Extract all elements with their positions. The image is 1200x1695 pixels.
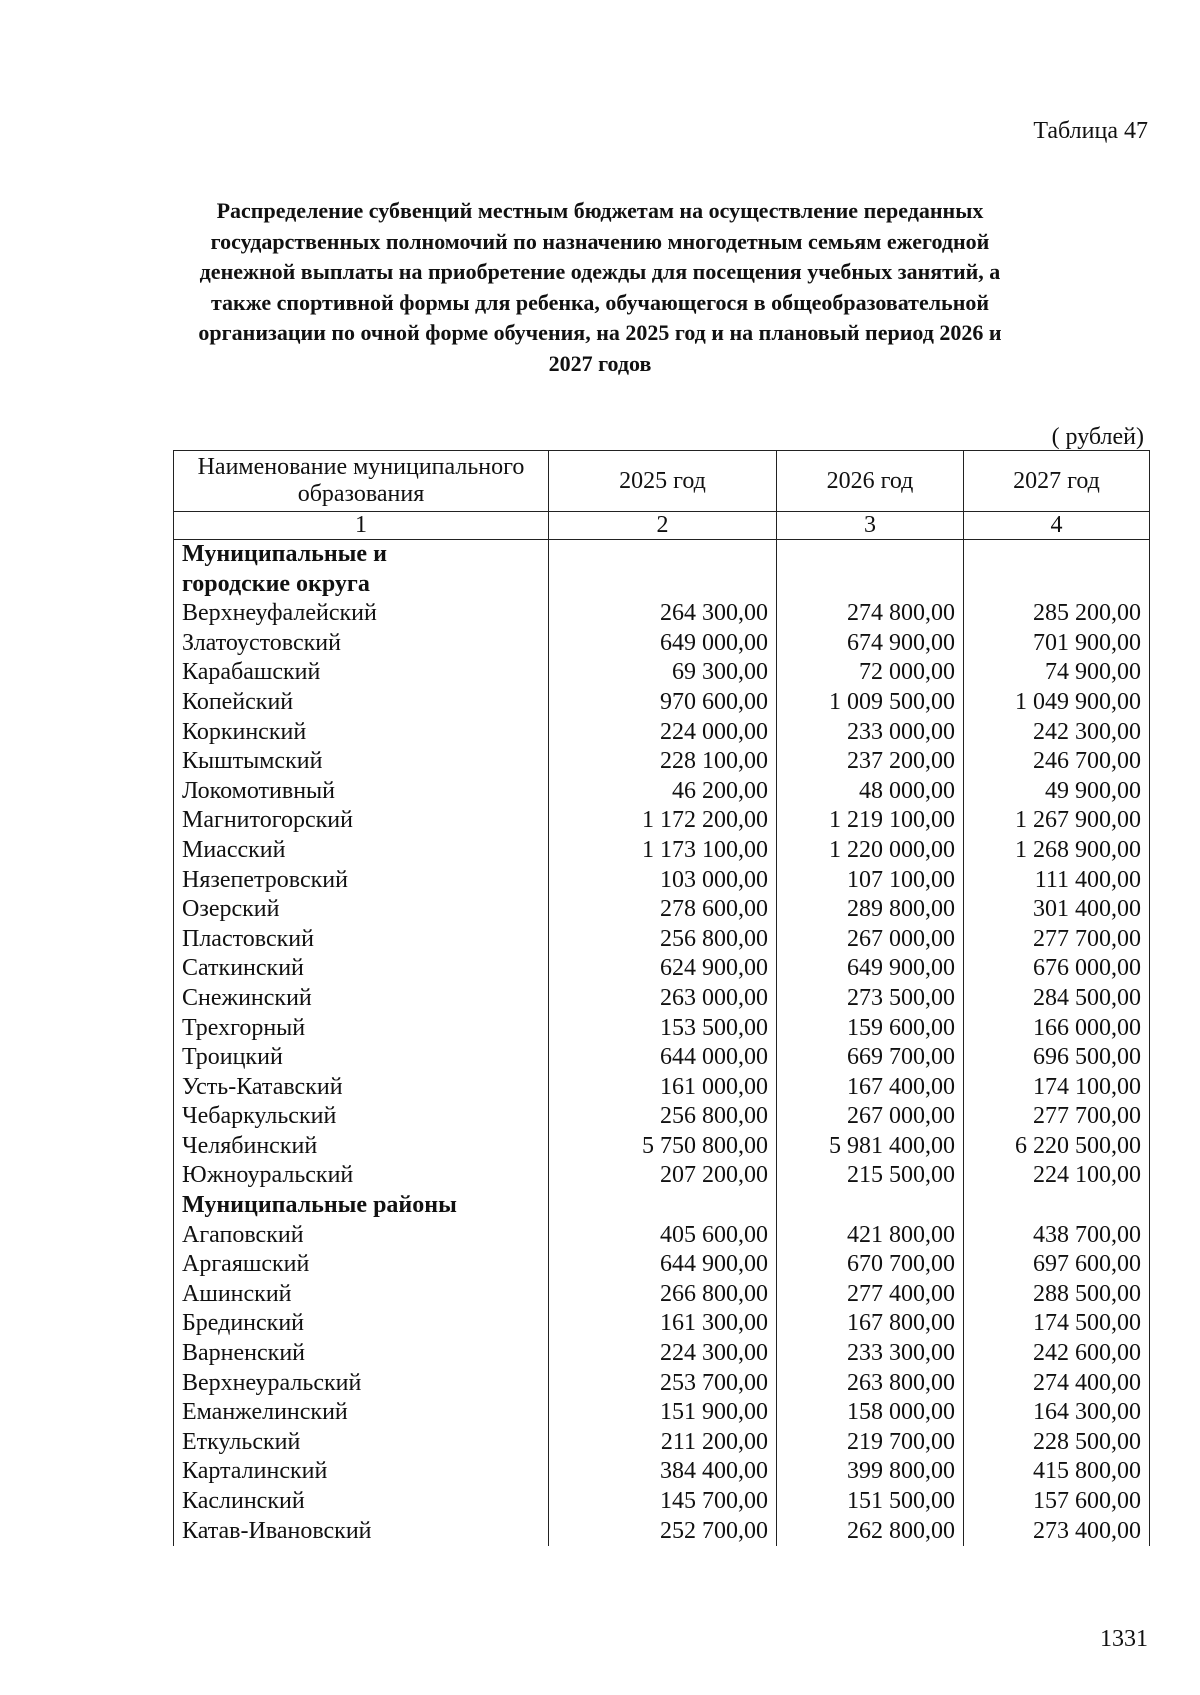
empty-cell bbox=[549, 1191, 777, 1221]
heading-line: 2027 годов bbox=[548, 350, 652, 376]
table-row bbox=[174, 1073, 1150, 1103]
table-body bbox=[174, 540, 1150, 1547]
table-row bbox=[174, 1043, 1150, 1073]
value-2027: 701 900,00 bbox=[964, 629, 1150, 659]
empty-cell bbox=[964, 1191, 1150, 1221]
municipality-name: Катав-Ивановский bbox=[174, 1517, 549, 1547]
value-2027: 228 500,00 bbox=[964, 1428, 1150, 1458]
value-2027: 6 220 500,00 bbox=[964, 1132, 1150, 1162]
value-2025: 278 600,00 bbox=[549, 895, 777, 925]
value-2027: 246 700,00 bbox=[964, 747, 1150, 777]
municipality-name: Магнитогорский bbox=[174, 806, 549, 836]
municipality-name: Брединский bbox=[174, 1309, 549, 1339]
table-row bbox=[174, 806, 1150, 836]
table-row bbox=[174, 688, 1150, 718]
value-2026: 267 000,00 bbox=[777, 1102, 964, 1132]
table-row bbox=[174, 1487, 1150, 1517]
municipality-name: Аргаяшский bbox=[174, 1250, 549, 1280]
value-2026: 159 600,00 bbox=[777, 1014, 964, 1044]
section-title bbox=[174, 1191, 549, 1221]
column-header-2027: 2027 год bbox=[964, 451, 1150, 512]
table-row bbox=[174, 1517, 1150, 1547]
value-2027: 164 300,00 bbox=[964, 1398, 1150, 1428]
heading-line: денежной выплаты на приобретение одежды для посещения учебных занятий, а bbox=[199, 259, 1001, 284]
table-row bbox=[174, 954, 1150, 984]
value-2027: 438 700,00 bbox=[964, 1221, 1150, 1251]
table-row bbox=[174, 866, 1150, 896]
section-title-line: Муниципальные и bbox=[182, 541, 387, 567]
table-row bbox=[174, 777, 1150, 807]
municipality-name: Еткульский bbox=[174, 1428, 549, 1458]
value-2026: 167 800,00 bbox=[777, 1309, 964, 1339]
municipality-name: Пластовский bbox=[174, 925, 549, 955]
value-2027: 696 500,00 bbox=[964, 1043, 1150, 1073]
value-2026: 5 981 400,00 bbox=[777, 1132, 964, 1162]
value-2026: 72 000,00 bbox=[777, 658, 964, 688]
value-2027: 273 400,00 bbox=[964, 1517, 1150, 1547]
table-row bbox=[174, 1014, 1150, 1044]
value-2027: 285 200,00 bbox=[964, 599, 1150, 629]
value-2027: 277 700,00 bbox=[964, 925, 1150, 955]
value-2027: 288 500,00 bbox=[964, 1280, 1150, 1310]
value-2027: 697 600,00 bbox=[964, 1250, 1150, 1280]
value-2026: 399 800,00 bbox=[777, 1457, 964, 1487]
value-2026: 669 700,00 bbox=[777, 1043, 964, 1073]
value-2027: 174 500,00 bbox=[964, 1309, 1150, 1339]
value-2026: 237 200,00 bbox=[777, 747, 964, 777]
municipality-name: Златоустовский bbox=[174, 629, 549, 659]
value-2026: 262 800,00 bbox=[777, 1517, 964, 1547]
table-header-row bbox=[174, 451, 1150, 512]
table-row bbox=[174, 1280, 1150, 1310]
value-2026: 158 000,00 bbox=[777, 1398, 964, 1428]
value-2026: 1 220 000,00 bbox=[777, 836, 964, 866]
table-row bbox=[174, 1250, 1150, 1280]
value-2025: 207 200,00 bbox=[549, 1161, 777, 1191]
value-2027: 415 800,00 bbox=[964, 1457, 1150, 1487]
table-row bbox=[174, 1161, 1150, 1191]
table-row bbox=[174, 1369, 1150, 1399]
value-2025: 264 300,00 bbox=[549, 599, 777, 629]
municipality-name: Варненский bbox=[174, 1339, 549, 1369]
municipality-name: Карталинский bbox=[174, 1457, 549, 1487]
heading-line: Распределение субвенций местным бюджетам на осуществление переданных bbox=[216, 198, 984, 223]
value-2027: 166 000,00 bbox=[964, 1014, 1150, 1044]
value-2025: 1 172 200,00 bbox=[549, 806, 777, 836]
column-number-row bbox=[174, 512, 1150, 540]
table-row bbox=[174, 747, 1150, 777]
value-2025: 970 600,00 bbox=[549, 688, 777, 718]
value-2026: 233 300,00 bbox=[777, 1339, 964, 1369]
value-2025: 228 100,00 bbox=[549, 747, 777, 777]
value-2026: 674 900,00 bbox=[777, 629, 964, 659]
table-row bbox=[174, 629, 1150, 659]
table-row bbox=[174, 1309, 1150, 1339]
value-2025: 384 400,00 bbox=[549, 1457, 777, 1487]
column-header-name-line1: Наименование муниципального bbox=[197, 454, 525, 480]
municipality-name: Каслинский bbox=[174, 1487, 549, 1517]
value-2026: 48 000,00 bbox=[777, 777, 964, 807]
table-row bbox=[174, 1428, 1150, 1458]
table-row bbox=[174, 925, 1150, 955]
heading-line: также спортивной формы для ребенка, обучающегося в общеобразовательной bbox=[210, 289, 990, 315]
section-title bbox=[174, 540, 549, 600]
value-2025: 224 300,00 bbox=[549, 1339, 777, 1369]
municipality-name: Озерский bbox=[174, 895, 549, 925]
municipality-name: Троицкий bbox=[174, 1043, 549, 1073]
empty-cell bbox=[777, 1191, 964, 1221]
units-label: ( рублей) bbox=[1051, 424, 1144, 450]
value-2025: 263 000,00 bbox=[549, 984, 777, 1014]
municipality-name: Локомотивный bbox=[174, 777, 549, 807]
value-2026: 167 400,00 bbox=[777, 1073, 964, 1103]
municipality-name: Снежинский bbox=[174, 984, 549, 1014]
value-2025: 151 900,00 bbox=[549, 1398, 777, 1428]
column-header-name-line2: образования bbox=[297, 481, 425, 507]
value-2025: 256 800,00 bbox=[549, 925, 777, 955]
value-2025: 644 900,00 bbox=[549, 1250, 777, 1280]
table-row bbox=[174, 658, 1150, 688]
value-2025: 253 700,00 bbox=[549, 1369, 777, 1399]
municipality-name: Миасский bbox=[174, 836, 549, 866]
municipality-name: Агаповский bbox=[174, 1221, 549, 1251]
value-2025: 224 000,00 bbox=[549, 718, 777, 748]
value-2026: 274 800,00 bbox=[777, 599, 964, 629]
value-2027: 1 267 900,00 bbox=[964, 806, 1150, 836]
value-2025: 1 173 100,00 bbox=[549, 836, 777, 866]
value-2026: 421 800,00 bbox=[777, 1221, 964, 1251]
table-row bbox=[174, 1457, 1150, 1487]
municipality-name: Верхнеуральский bbox=[174, 1369, 549, 1399]
column-header-2026: 2026 год bbox=[777, 451, 964, 512]
value-2027: 284 500,00 bbox=[964, 984, 1150, 1014]
value-2025: 103 000,00 bbox=[549, 866, 777, 896]
municipality-name: Карабашский bbox=[174, 658, 549, 688]
value-2025: 46 200,00 bbox=[549, 777, 777, 807]
table-row bbox=[174, 718, 1150, 748]
municipality-name: Саткинский bbox=[174, 954, 549, 984]
value-2025: 69 300,00 bbox=[549, 658, 777, 688]
value-2025: 211 200,00 bbox=[549, 1428, 777, 1458]
heading-line: государственных полномочий по назначению многодетным семьям ежегодной bbox=[210, 228, 990, 254]
section-title-line: городские округа bbox=[182, 570, 370, 597]
subvention-table bbox=[173, 450, 1150, 1546]
value-2026: 1 219 100,00 bbox=[777, 806, 964, 836]
value-2027: 1 268 900,00 bbox=[964, 836, 1150, 866]
value-2027: 277 700,00 bbox=[964, 1102, 1150, 1132]
value-2027: 242 600,00 bbox=[964, 1339, 1150, 1369]
column-number: 2 bbox=[549, 512, 777, 540]
value-2026: 1 009 500,00 bbox=[777, 688, 964, 718]
municipality-name: Ашинский bbox=[174, 1280, 549, 1310]
value-2025: 624 900,00 bbox=[549, 954, 777, 984]
value-2025: 644 000,00 bbox=[549, 1043, 777, 1073]
section-header-row bbox=[174, 1191, 1150, 1221]
value-2026: 263 800,00 bbox=[777, 1369, 964, 1399]
value-2026: 273 500,00 bbox=[777, 984, 964, 1014]
municipality-name: Нязепетровский bbox=[174, 866, 549, 896]
value-2025: 161 000,00 bbox=[549, 1073, 777, 1103]
value-2026: 215 500,00 bbox=[777, 1161, 964, 1191]
municipality-name: Чебаркульский bbox=[174, 1102, 549, 1132]
value-2026: 267 000,00 bbox=[777, 925, 964, 955]
value-2027: 274 400,00 bbox=[964, 1369, 1150, 1399]
municipality-name: Челябинский bbox=[174, 1132, 549, 1162]
value-2027: 242 300,00 bbox=[964, 718, 1150, 748]
table-row bbox=[174, 836, 1150, 866]
municipality-name: Коркинский bbox=[174, 718, 549, 748]
municipality-name: Усть-Катавский bbox=[174, 1073, 549, 1103]
table-row bbox=[174, 895, 1150, 925]
value-2026: 233 000,00 bbox=[777, 718, 964, 748]
empty-cell bbox=[964, 540, 1150, 600]
column-number: 1 bbox=[174, 512, 549, 540]
value-2027: 111 400,00 bbox=[964, 866, 1150, 896]
municipality-name: Трехгорный bbox=[174, 1014, 549, 1044]
table-label: Таблица 47 bbox=[1033, 118, 1148, 144]
document-heading bbox=[160, 196, 1040, 379]
table-row bbox=[174, 1221, 1150, 1251]
value-2027: 676 000,00 bbox=[964, 954, 1150, 984]
value-2026: 277 400,00 bbox=[777, 1280, 964, 1310]
value-2027: 157 600,00 bbox=[964, 1487, 1150, 1517]
value-2025: 266 800,00 bbox=[549, 1280, 777, 1310]
value-2025: 145 700,00 bbox=[549, 1487, 777, 1517]
table-row bbox=[174, 1102, 1150, 1132]
section-title-line: Муниципальные районы bbox=[182, 1192, 457, 1219]
value-2026: 107 100,00 bbox=[777, 866, 964, 896]
value-2027: 49 900,00 bbox=[964, 777, 1150, 807]
section-header-row bbox=[174, 540, 1150, 600]
value-2027: 1 049 900,00 bbox=[964, 688, 1150, 718]
municipality-name: Еманжелинский bbox=[174, 1398, 549, 1428]
table-row bbox=[174, 1339, 1150, 1369]
municipality-name: Южноуральский bbox=[174, 1161, 549, 1191]
empty-cell bbox=[777, 540, 964, 600]
value-2026: 151 500,00 bbox=[777, 1487, 964, 1517]
value-2026: 670 700,00 bbox=[777, 1250, 964, 1280]
table-row bbox=[174, 599, 1150, 629]
value-2025: 5 750 800,00 bbox=[549, 1132, 777, 1162]
value-2027: 174 100,00 bbox=[964, 1073, 1150, 1103]
value-2025: 161 300,00 bbox=[549, 1309, 777, 1339]
value-2026: 649 900,00 bbox=[777, 954, 964, 984]
municipality-name: Копейский bbox=[174, 688, 549, 718]
value-2026: 219 700,00 bbox=[777, 1428, 964, 1458]
heading-line: организации по очной форме обучения, на 2025 год и на плановый период 2026 и bbox=[198, 320, 1002, 345]
table-row bbox=[174, 984, 1150, 1014]
value-2025: 153 500,00 bbox=[549, 1014, 777, 1044]
value-2025: 405 600,00 bbox=[549, 1221, 777, 1251]
value-2027: 74 900,00 bbox=[964, 658, 1150, 688]
column-header-2025: 2025 год bbox=[549, 451, 777, 512]
value-2025: 252 700,00 bbox=[549, 1517, 777, 1547]
column-number: 4 bbox=[964, 512, 1150, 540]
municipality-name: Кыштымский bbox=[174, 747, 549, 777]
empty-cell bbox=[549, 540, 777, 600]
column-number: 3 bbox=[777, 512, 964, 540]
value-2027: 301 400,00 bbox=[964, 895, 1150, 925]
table-row bbox=[174, 1398, 1150, 1428]
value-2026: 289 800,00 bbox=[777, 895, 964, 925]
page-number: 1331 bbox=[1100, 1626, 1148, 1652]
table-row bbox=[174, 1132, 1150, 1162]
column-header-name bbox=[174, 451, 549, 512]
value-2025: 256 800,00 bbox=[549, 1102, 777, 1132]
value-2025: 649 000,00 bbox=[549, 629, 777, 659]
municipality-name: Верхнеуфалейский bbox=[174, 599, 549, 629]
value-2027: 224 100,00 bbox=[964, 1161, 1150, 1191]
